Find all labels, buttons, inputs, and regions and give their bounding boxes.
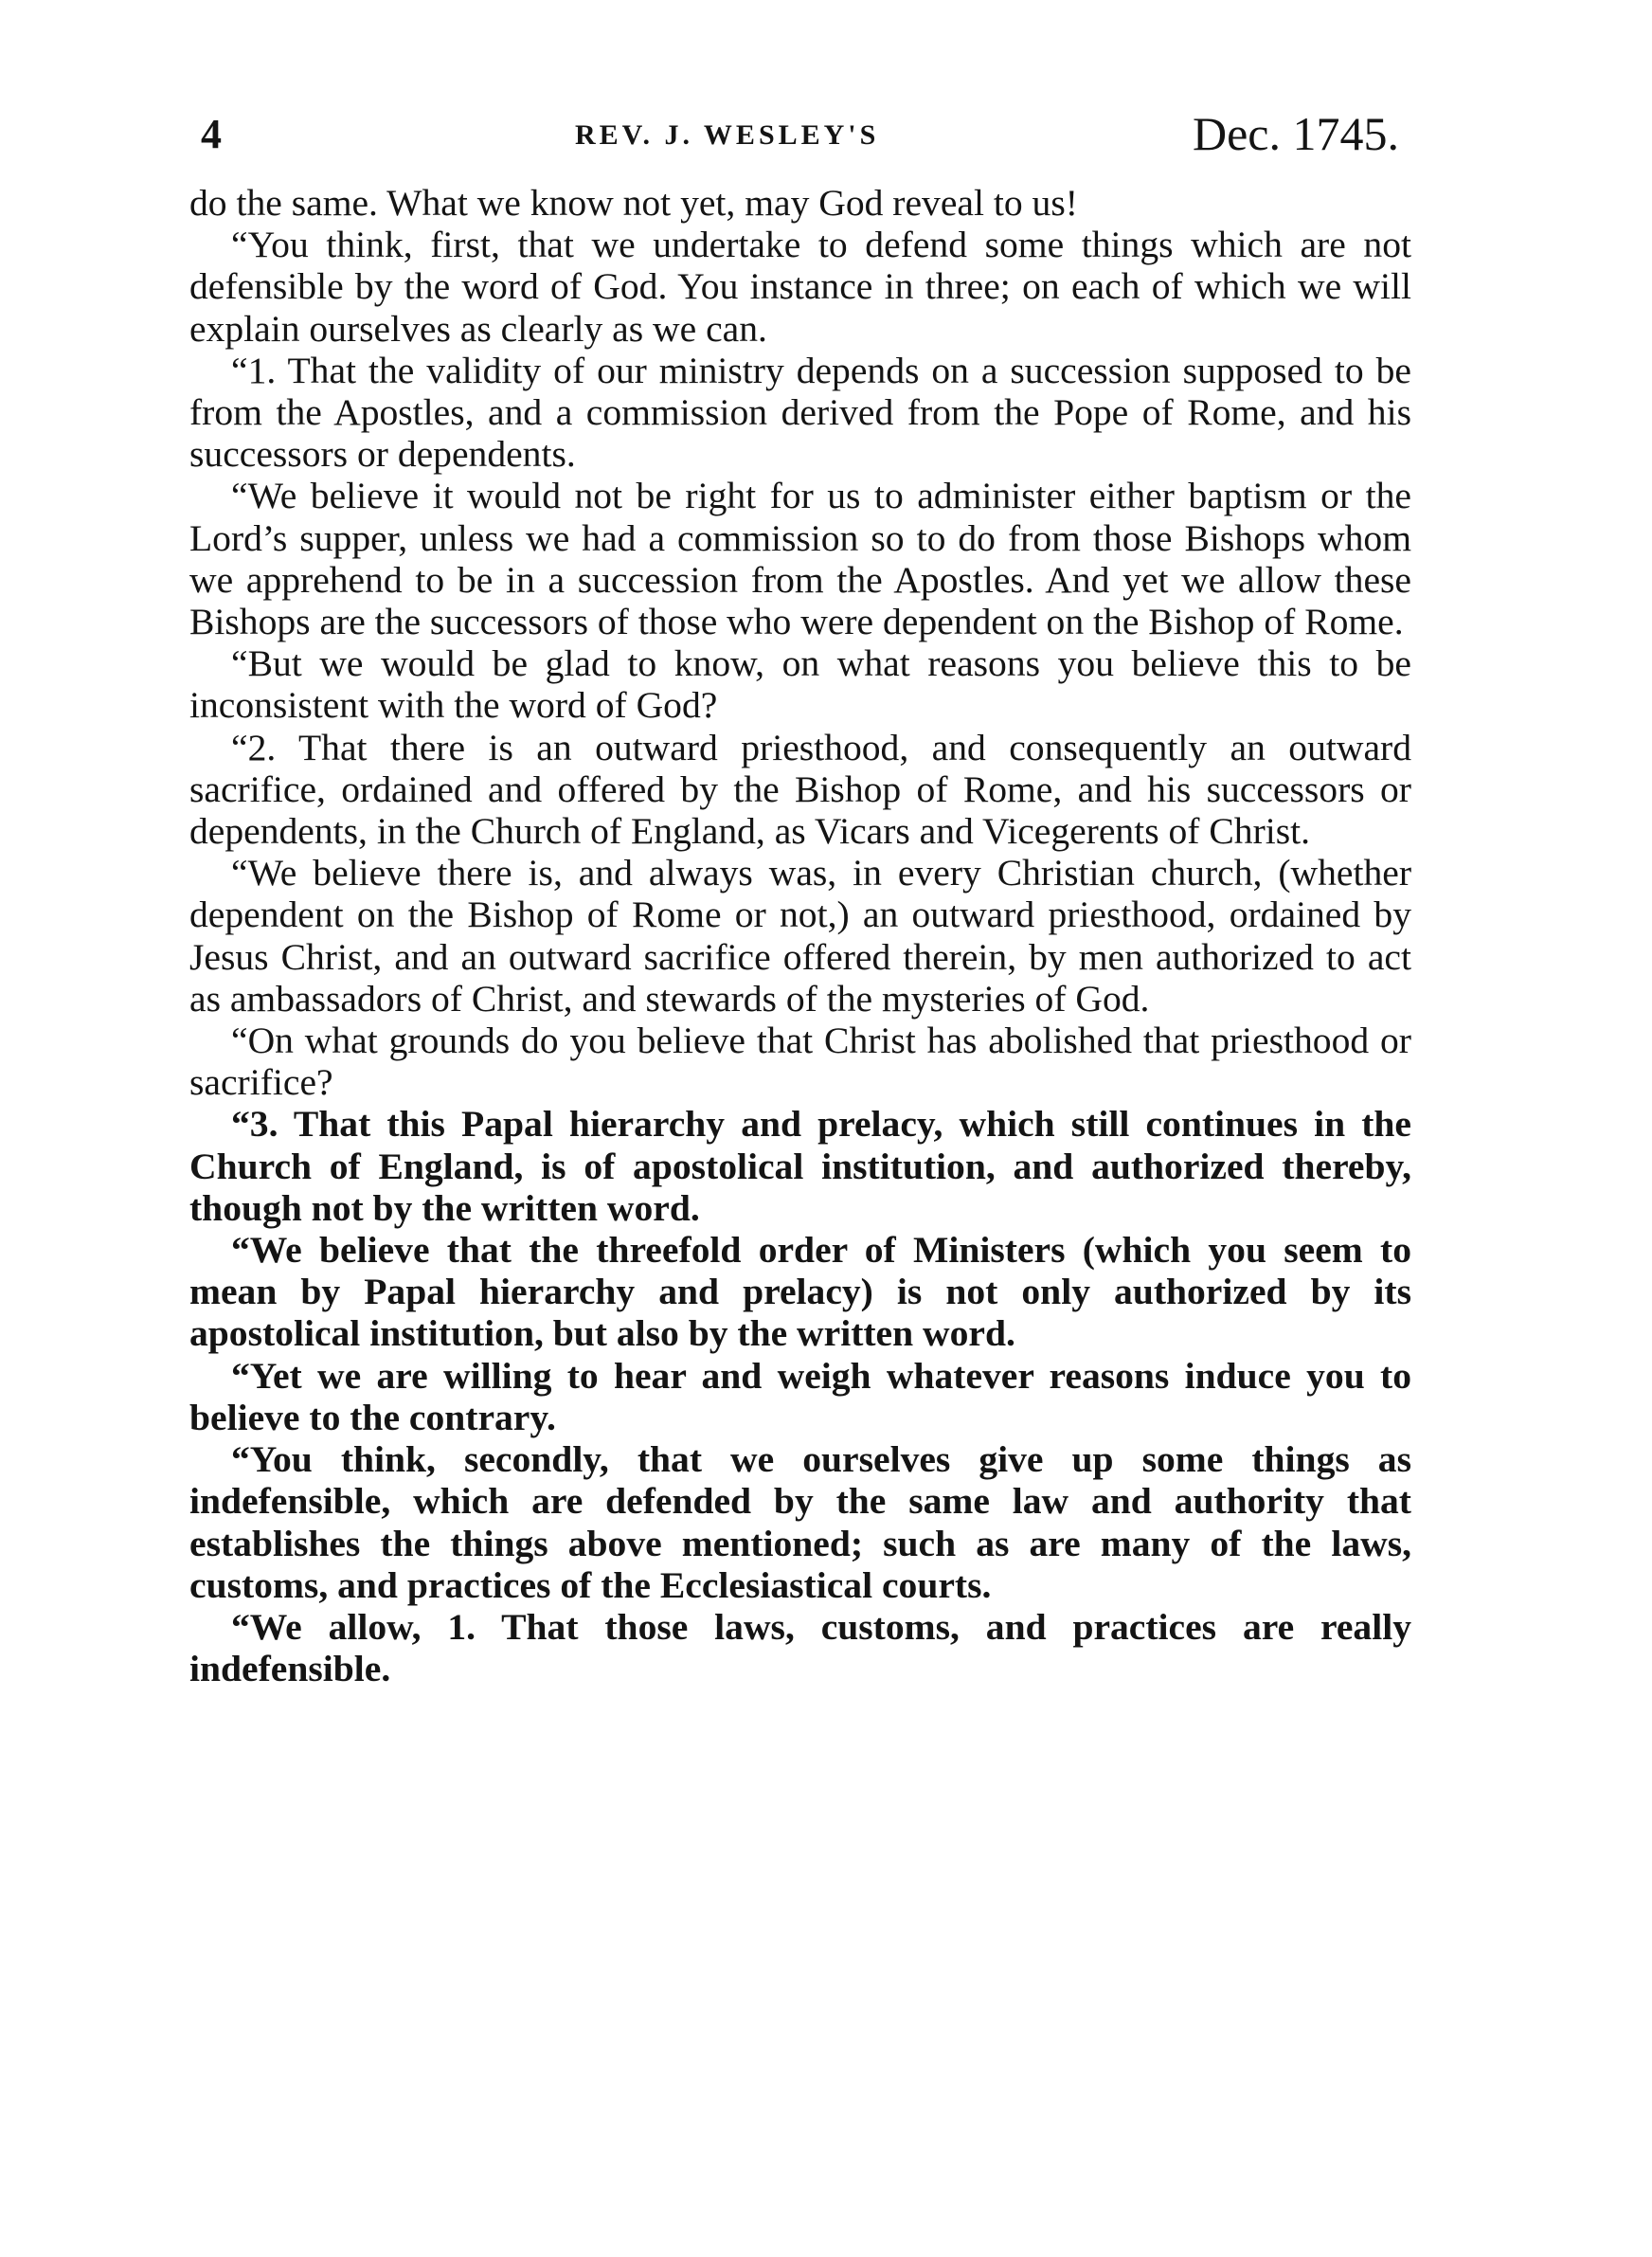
paragraph: “On what grounds do you believe that Christ has abolished that priesthood or sacrifice? [189,1020,1411,1104]
paragraph: “Yet we are willing to hear and weigh whatever reasons induce you to believe to the contrary. [189,1354,1411,1438]
paragraph: “2. That there is an outward priesthood, and consequently an outward sacrifice, ordained and offered by the Bishop of Rome, and his successors or dependents, in the Church of England, as Vicars and Vicegerents of Christ. [189,726,1411,853]
paragraph: “We believe there is, and always was, in every Christian church, (whether dependent on the Bishop of Rome or not,) an outward priesthood, ordained by Jesus Christ, and an outward sacrifice offered therein, by men authorized to act as ambassadors of Christ, and stewards of the mysteries of God. [189,852,1411,1020]
paragraph: “You think, secondly, that we ourselves give up some things as indefensible, which are defended by the same law and authority that establishes the things above mentioned; such as are many of the laws, customs, and practices of the Ecclesiastical courts. [189,1438,1411,1606]
paragraph: “We believe that the threefold order of Ministers (which you seem to mean by Papal hierarchy and prelacy) is not only authorized by its apostolical institution, but also by the written word. [189,1229,1411,1355]
paragraph: “You think, first, that we undertake to defend some things which are not defensible by the word of God. You instance in three; on each of which we will explain ourselves as clearly as we can. [189,224,1411,350]
paragraph: “But we would be glad to know, on what reasons you believe this to be inconsistent with the word of God? [189,642,1411,727]
header-date: Dec. 1745. [1193,107,1399,160]
paragraph: do the same. What we know not yet, may God reveal to us! [189,182,1078,224]
paragraph: “We allow, 1. That those laws, customs, and practices are really indefensible. [189,1605,1411,1690]
paragraph: “3. That this Papal hierarchy and prelacy, which still continues in the Church of England, is of apostolical institution, and authorized thereby, though not by the written word. [189,1103,1411,1229]
page-number: 4 [201,111,222,157]
paragraph: “We believe it would not be right for us to administer either baptism or the Lord’s supper, unless we had a commission so to do from those Bishops whom we apprehend to be in a succession from the Apostles. And yet we allow these Bishops are the successors of those who were dependent on the Bishop of Rome. [189,475,1411,643]
running-title: REV. J. WESLEY'S [575,119,880,151]
page-header [201,102,1399,163]
body-text [189,182,1411,1689]
paragraph: “1. That the validity of our ministry depends on a succession supposed to be from the Apostles, and a commission derived from the Pope of Rome, and his successors or dependents. [189,349,1411,476]
